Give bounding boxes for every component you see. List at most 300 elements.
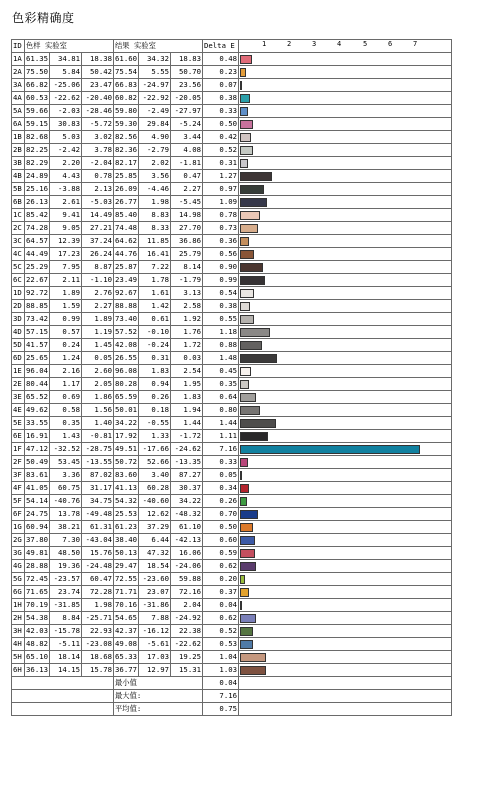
table-row <box>12 560 452 573</box>
result-a: -0.24 <box>139 339 171 352</box>
table-row <box>12 287 452 300</box>
result-b: 72.16 <box>171 586 203 599</box>
delta-e-value: 0.33 <box>203 105 239 118</box>
scale-tick-label: 6 <box>388 40 393 48</box>
delta-e-value: 0.80 <box>203 404 239 417</box>
sample-b: 60.47 <box>82 573 114 586</box>
delta-e-bar <box>240 588 249 597</box>
result-b: -13.35 <box>171 456 203 469</box>
result-a: 7.88 <box>139 612 171 625</box>
patch-id: 3A <box>12 79 25 92</box>
result-l: 36.77 <box>114 664 139 677</box>
patch-id: 5B <box>12 183 25 196</box>
result-l: 59.30 <box>114 118 139 131</box>
delta-e-bar <box>240 94 250 103</box>
sample-a: 9.41 <box>50 209 82 222</box>
delta-e-bar-cell <box>239 534 452 547</box>
delta-e-value: 0.05 <box>203 469 239 482</box>
sample-a: 8.84 <box>50 612 82 625</box>
sample-b: 2.60 <box>82 365 114 378</box>
header-id: ID <box>12 40 25 53</box>
table-row <box>12 170 452 183</box>
result-a: 34.32 <box>139 53 171 66</box>
result-b: 4.08 <box>171 144 203 157</box>
sample-b: 2.13 <box>82 183 114 196</box>
result-b: 19.25 <box>171 651 203 664</box>
table-row <box>12 144 452 157</box>
result-l: 49.08 <box>114 638 139 651</box>
result-b: 36.86 <box>171 235 203 248</box>
result-l: 25.87 <box>114 261 139 274</box>
delta-e-value: 1.18 <box>203 326 239 339</box>
header-sample: 色样 实验室 <box>25 40 114 53</box>
sample-b: -5.72 <box>82 118 114 131</box>
table-row <box>12 248 452 261</box>
result-b: -1.79 <box>171 274 203 287</box>
sample-b: 15.76 <box>82 547 114 560</box>
sample-b: 8.87 <box>82 261 114 274</box>
delta-e-bar <box>240 185 264 194</box>
result-a: 6.44 <box>139 534 171 547</box>
sample-l: 72.45 <box>25 573 50 586</box>
summary-empty <box>239 677 452 690</box>
result-b: 0.03 <box>171 352 203 365</box>
delta-e-bar <box>240 549 255 558</box>
sample-b: -5.03 <box>82 196 114 209</box>
sample-b: 18.38 <box>82 53 114 66</box>
delta-e-value: 0.62 <box>203 612 239 625</box>
delta-e-bar <box>240 393 256 402</box>
result-a: 0.31 <box>139 352 171 365</box>
result-l: 70.16 <box>114 599 139 612</box>
table-row <box>12 378 452 391</box>
result-l: 82.56 <box>114 131 139 144</box>
summary-row <box>12 690 452 703</box>
sample-l: 96.04 <box>25 365 50 378</box>
sample-a: 0.35 <box>50 417 82 430</box>
delta-e-bar-cell <box>239 248 452 261</box>
result-l: 25.53 <box>114 508 139 521</box>
sample-b: 1.89 <box>82 313 114 326</box>
result-l: 71.71 <box>114 586 139 599</box>
delta-e-value: 0.38 <box>203 92 239 105</box>
patch-id: 4C <box>12 248 25 261</box>
delta-e-bar <box>240 419 276 428</box>
table-row <box>12 612 452 625</box>
result-l: 82.17 <box>114 157 139 170</box>
delta-e-bar-cell <box>239 625 452 638</box>
table-row <box>12 66 452 79</box>
table-row <box>12 79 452 92</box>
result-l: 17.92 <box>114 430 139 443</box>
sample-b: 0.78 <box>82 170 114 183</box>
patch-id: 1G <box>12 521 25 534</box>
sample-a: 9.05 <box>50 222 82 235</box>
delta-e-value: 0.56 <box>203 248 239 261</box>
delta-e-value: 0.31 <box>203 157 239 170</box>
sample-l: 60.53 <box>25 92 50 105</box>
delta-e-value: 0.97 <box>203 183 239 196</box>
result-a: 29.84 <box>139 118 171 131</box>
delta-e-bar-cell <box>239 144 452 157</box>
table-row <box>12 443 452 456</box>
sample-b: -49.48 <box>82 508 114 521</box>
sample-a: 2.11 <box>50 274 82 287</box>
result-b: 1.94 <box>171 404 203 417</box>
result-b: -1.81 <box>171 157 203 170</box>
sample-l: 50.49 <box>25 456 50 469</box>
sample-l: 25.65 <box>25 352 50 365</box>
patch-id: 1E <box>12 365 25 378</box>
sample-b: -20.40 <box>82 92 114 105</box>
result-l: 85.40 <box>114 209 139 222</box>
result-b: 16.06 <box>171 547 203 560</box>
delta-e-bar-cell <box>239 547 452 560</box>
delta-e-bar <box>240 328 270 337</box>
sample-l: 59.66 <box>25 105 50 118</box>
result-b: 3.13 <box>171 287 203 300</box>
delta-e-value: 0.38 <box>203 300 239 313</box>
delta-e-bar <box>240 120 253 129</box>
result-l: 65.33 <box>114 651 139 664</box>
result-l: 73.40 <box>114 313 139 326</box>
sample-b: 50.42 <box>82 66 114 79</box>
delta-e-value: 0.07 <box>203 79 239 92</box>
result-b: 14.98 <box>171 209 203 222</box>
sample-a: 30.83 <box>50 118 82 131</box>
table-row <box>12 105 452 118</box>
sample-b: 37.24 <box>82 235 114 248</box>
scale-tick-label: 7 <box>413 40 418 48</box>
sample-b: 22.93 <box>82 625 114 638</box>
sample-a: 34.81 <box>50 53 82 66</box>
sample-b: 26.24 <box>82 248 114 261</box>
delta-e-bar-cell <box>239 66 452 79</box>
sample-b: 34.75 <box>82 495 114 508</box>
delta-e-bar <box>240 172 272 181</box>
sample-l: 64.57 <box>25 235 50 248</box>
sample-a: 5.84 <box>50 66 82 79</box>
patch-id: 4H <box>12 638 25 651</box>
result-l: 50.01 <box>114 404 139 417</box>
delta-e-value: 1.11 <box>203 430 239 443</box>
result-l: 49.51 <box>114 443 139 456</box>
result-b: 87.27 <box>171 469 203 482</box>
sample-l: 24.75 <box>25 508 50 521</box>
result-a: 5.55 <box>139 66 171 79</box>
result-l: 82.36 <box>114 144 139 157</box>
sample-a: 2.16 <box>50 365 82 378</box>
result-b: 27.70 <box>171 222 203 235</box>
delta-e-value: 0.36 <box>203 235 239 248</box>
delta-e-value: 0.99 <box>203 274 239 287</box>
sample-a: 13.78 <box>50 508 82 521</box>
result-a: 37.29 <box>139 521 171 534</box>
sample-a: 60.75 <box>50 482 82 495</box>
sample-l: 41.05 <box>25 482 50 495</box>
delta-e-bar <box>240 276 265 285</box>
sample-a: 5.03 <box>50 131 82 144</box>
result-b: 23.56 <box>171 79 203 92</box>
sample-b: -43.04 <box>82 534 114 547</box>
result-a: -31.86 <box>139 599 171 612</box>
sample-a: 0.99 <box>50 313 82 326</box>
sample-a: -15.78 <box>50 625 82 638</box>
result-b: 25.79 <box>171 248 203 261</box>
delta-e-bar-cell <box>239 560 452 573</box>
result-b: 2.04 <box>171 599 203 612</box>
sample-b: 1.86 <box>82 391 114 404</box>
result-b: 3.44 <box>171 131 203 144</box>
delta-e-bar <box>240 510 258 519</box>
delta-e-value: 0.53 <box>203 638 239 651</box>
result-a: 1.33 <box>139 430 171 443</box>
delta-e-bar <box>240 432 268 441</box>
result-b: -42.13 <box>171 534 203 547</box>
result-l: 88.88 <box>114 300 139 313</box>
result-l: 60.82 <box>114 92 139 105</box>
delta-e-value: 1.48 <box>203 352 239 365</box>
delta-e-value: 0.37 <box>203 586 239 599</box>
summary-value: 7.16 <box>203 690 239 703</box>
sample-b: 1.45 <box>82 339 114 352</box>
sample-l: 49.81 <box>25 547 50 560</box>
delta-e-bar-cell <box>239 391 452 404</box>
delta-e-bar <box>240 666 266 675</box>
patch-id: 1B <box>12 131 25 144</box>
result-b: -5.24 <box>171 118 203 131</box>
delta-e-value: 0.88 <box>203 339 239 352</box>
delta-e-bar-cell <box>239 339 452 352</box>
sample-a: -31.85 <box>50 599 82 612</box>
sample-a: -22.62 <box>50 92 82 105</box>
delta-e-bar <box>240 211 260 220</box>
result-a: 47.32 <box>139 547 171 560</box>
table-row <box>12 118 452 131</box>
result-l: 64.62 <box>114 235 139 248</box>
sample-b: -2.04 <box>82 157 114 170</box>
delta-e-bar-cell <box>239 183 452 196</box>
patch-id: 2E <box>12 378 25 391</box>
delta-e-value: 0.90 <box>203 261 239 274</box>
table-row <box>12 456 452 469</box>
delta-e-bar-cell <box>239 105 452 118</box>
sample-l: 24.89 <box>25 170 50 183</box>
result-l: 54.65 <box>114 612 139 625</box>
sample-b: 1.56 <box>82 404 114 417</box>
result-b: -1.72 <box>171 430 203 443</box>
result-a: 1.98 <box>139 196 171 209</box>
result-b: 0.47 <box>171 170 203 183</box>
header-delta: Delta E <box>203 40 239 53</box>
result-l: 50.13 <box>114 547 139 560</box>
header-row <box>12 40 452 53</box>
result-a: -0.10 <box>139 326 171 339</box>
header-scale <box>239 40 452 53</box>
delta-e-bar <box>240 380 249 389</box>
sample-b: 15.78 <box>82 664 114 677</box>
delta-e-bar <box>240 341 262 350</box>
delta-e-bar <box>240 445 420 454</box>
delta-e-bar <box>240 289 254 298</box>
sample-b: -0.81 <box>82 430 114 443</box>
delta-e-value: 0.62 <box>203 560 239 573</box>
sample-l: 73.42 <box>25 313 50 326</box>
delta-e-value: 1.09 <box>203 196 239 209</box>
result-l: 42.37 <box>114 625 139 638</box>
delta-e-value: 0.50 <box>203 118 239 131</box>
result-l: 72.55 <box>114 573 139 586</box>
sample-a: 1.24 <box>50 352 82 365</box>
result-b: 1.44 <box>171 417 203 430</box>
result-a: 2.02 <box>139 157 171 170</box>
result-a: 7.22 <box>139 261 171 274</box>
sample-a: 19.36 <box>50 560 82 573</box>
result-a: -24.97 <box>139 79 171 92</box>
result-l: 96.08 <box>114 365 139 378</box>
delta-e-value: 0.26 <box>203 495 239 508</box>
result-l: 34.22 <box>114 417 139 430</box>
delta-e-value: 0.42 <box>203 131 239 144</box>
patch-id: 1H <box>12 599 25 612</box>
sample-a: 18.14 <box>50 651 82 664</box>
patch-id: 3H <box>12 625 25 638</box>
patch-id: 4A <box>12 92 25 105</box>
result-l: 44.76 <box>114 248 139 261</box>
table-row <box>12 417 452 430</box>
delta-e-bar-cell <box>239 469 452 482</box>
delta-e-bar <box>240 224 258 233</box>
patch-id: 3B <box>12 157 25 170</box>
scale-tick-label: 2 <box>287 40 292 48</box>
sample-a: 2.20 <box>50 157 82 170</box>
summary-empty <box>239 690 452 703</box>
result-b: 2.58 <box>171 300 203 313</box>
table-row <box>12 183 452 196</box>
sample-a: -25.06 <box>50 79 82 92</box>
sample-l: 80.44 <box>25 378 50 391</box>
result-b: 1.72 <box>171 339 203 352</box>
sample-l: 65.10 <box>25 651 50 664</box>
delta-e-bar-cell <box>239 300 452 313</box>
color-accuracy-table <box>11 39 452 716</box>
delta-e-bar <box>240 640 253 649</box>
delta-e-bar-cell <box>239 261 452 274</box>
sample-a: -23.57 <box>50 573 82 586</box>
table-row <box>12 469 452 482</box>
table-row <box>12 508 452 521</box>
patch-id: 3E <box>12 391 25 404</box>
result-l: 65.59 <box>114 391 139 404</box>
result-b: -48.32 <box>171 508 203 521</box>
result-b: -24.62 <box>171 443 203 456</box>
sample-l: 83.61 <box>25 469 50 482</box>
result-l: 66.83 <box>114 79 139 92</box>
table-row <box>12 573 452 586</box>
patch-id: 5A <box>12 105 25 118</box>
result-b: 15.31 <box>171 664 203 677</box>
result-a: 23.07 <box>139 586 171 599</box>
delta-e-value: 0.52 <box>203 144 239 157</box>
sample-l: 48.82 <box>25 638 50 651</box>
delta-e-bar-cell <box>239 521 452 534</box>
patch-id: 6G <box>12 586 25 599</box>
sample-b: 3.78 <box>82 144 114 157</box>
scale-tick-label: 5 <box>363 40 368 48</box>
sample-a: 0.57 <box>50 326 82 339</box>
delta-e-value: 7.16 <box>203 443 239 456</box>
delta-e-bar <box>240 562 256 571</box>
result-b: -22.62 <box>171 638 203 651</box>
sample-b: 2.76 <box>82 287 114 300</box>
sample-l: 28.88 <box>25 560 50 573</box>
result-a: -16.12 <box>139 625 171 638</box>
delta-e-bar-cell <box>239 209 452 222</box>
result-l: 26.77 <box>114 196 139 209</box>
delta-e-bar <box>240 159 248 168</box>
sample-l: 75.50 <box>25 66 50 79</box>
result-a: 4.90 <box>139 131 171 144</box>
sample-a: 7.95 <box>50 261 82 274</box>
sample-a: 3.36 <box>50 469 82 482</box>
sample-a: 2.61 <box>50 196 82 209</box>
sample-a: 53.45 <box>50 456 82 469</box>
delta-e-value: 0.78 <box>203 209 239 222</box>
delta-e-value: 0.60 <box>203 534 239 547</box>
sample-l: 71.65 <box>25 586 50 599</box>
delta-e-bar-cell <box>239 508 452 521</box>
result-b: 18.83 <box>171 53 203 66</box>
sample-l: 59.15 <box>25 118 50 131</box>
result-l: 26.55 <box>114 352 139 365</box>
result-l: 25.85 <box>114 170 139 183</box>
delta-e-value: 0.34 <box>203 482 239 495</box>
patch-id: 5G <box>12 573 25 586</box>
table-row <box>12 625 452 638</box>
patch-id: 4B <box>12 170 25 183</box>
delta-e-bar-cell <box>239 92 452 105</box>
delta-e-value: 0.50 <box>203 521 239 534</box>
result-b: 1.76 <box>171 326 203 339</box>
patch-id: 1F <box>12 443 25 456</box>
result-a: -0.55 <box>139 417 171 430</box>
result-b: 30.37 <box>171 482 203 495</box>
table-row <box>12 495 452 508</box>
delta-e-value: 0.35 <box>203 378 239 391</box>
sample-b: 2.05 <box>82 378 114 391</box>
delta-e-bar <box>240 133 251 142</box>
result-a: 1.61 <box>139 287 171 300</box>
delta-e-bar <box>240 107 248 116</box>
sample-l: 74.28 <box>25 222 50 235</box>
delta-e-bar-cell <box>239 482 452 495</box>
sample-l: 25.29 <box>25 261 50 274</box>
result-a: -22.92 <box>139 92 171 105</box>
delta-e-value: 0.45 <box>203 365 239 378</box>
delta-e-value: 1.27 <box>203 170 239 183</box>
result-a: 0.18 <box>139 404 171 417</box>
sample-a: -2.42 <box>50 144 82 157</box>
summary-label: 平均值: <box>114 703 203 716</box>
delta-e-bar-cell <box>239 664 452 677</box>
result-a: 8.83 <box>139 209 171 222</box>
result-a: 12.97 <box>139 664 171 677</box>
sample-a: 17.23 <box>50 248 82 261</box>
delta-e-bar <box>240 302 250 311</box>
table-row <box>12 131 452 144</box>
summary-label: 最大值: <box>114 690 203 703</box>
sample-a: 0.24 <box>50 339 82 352</box>
